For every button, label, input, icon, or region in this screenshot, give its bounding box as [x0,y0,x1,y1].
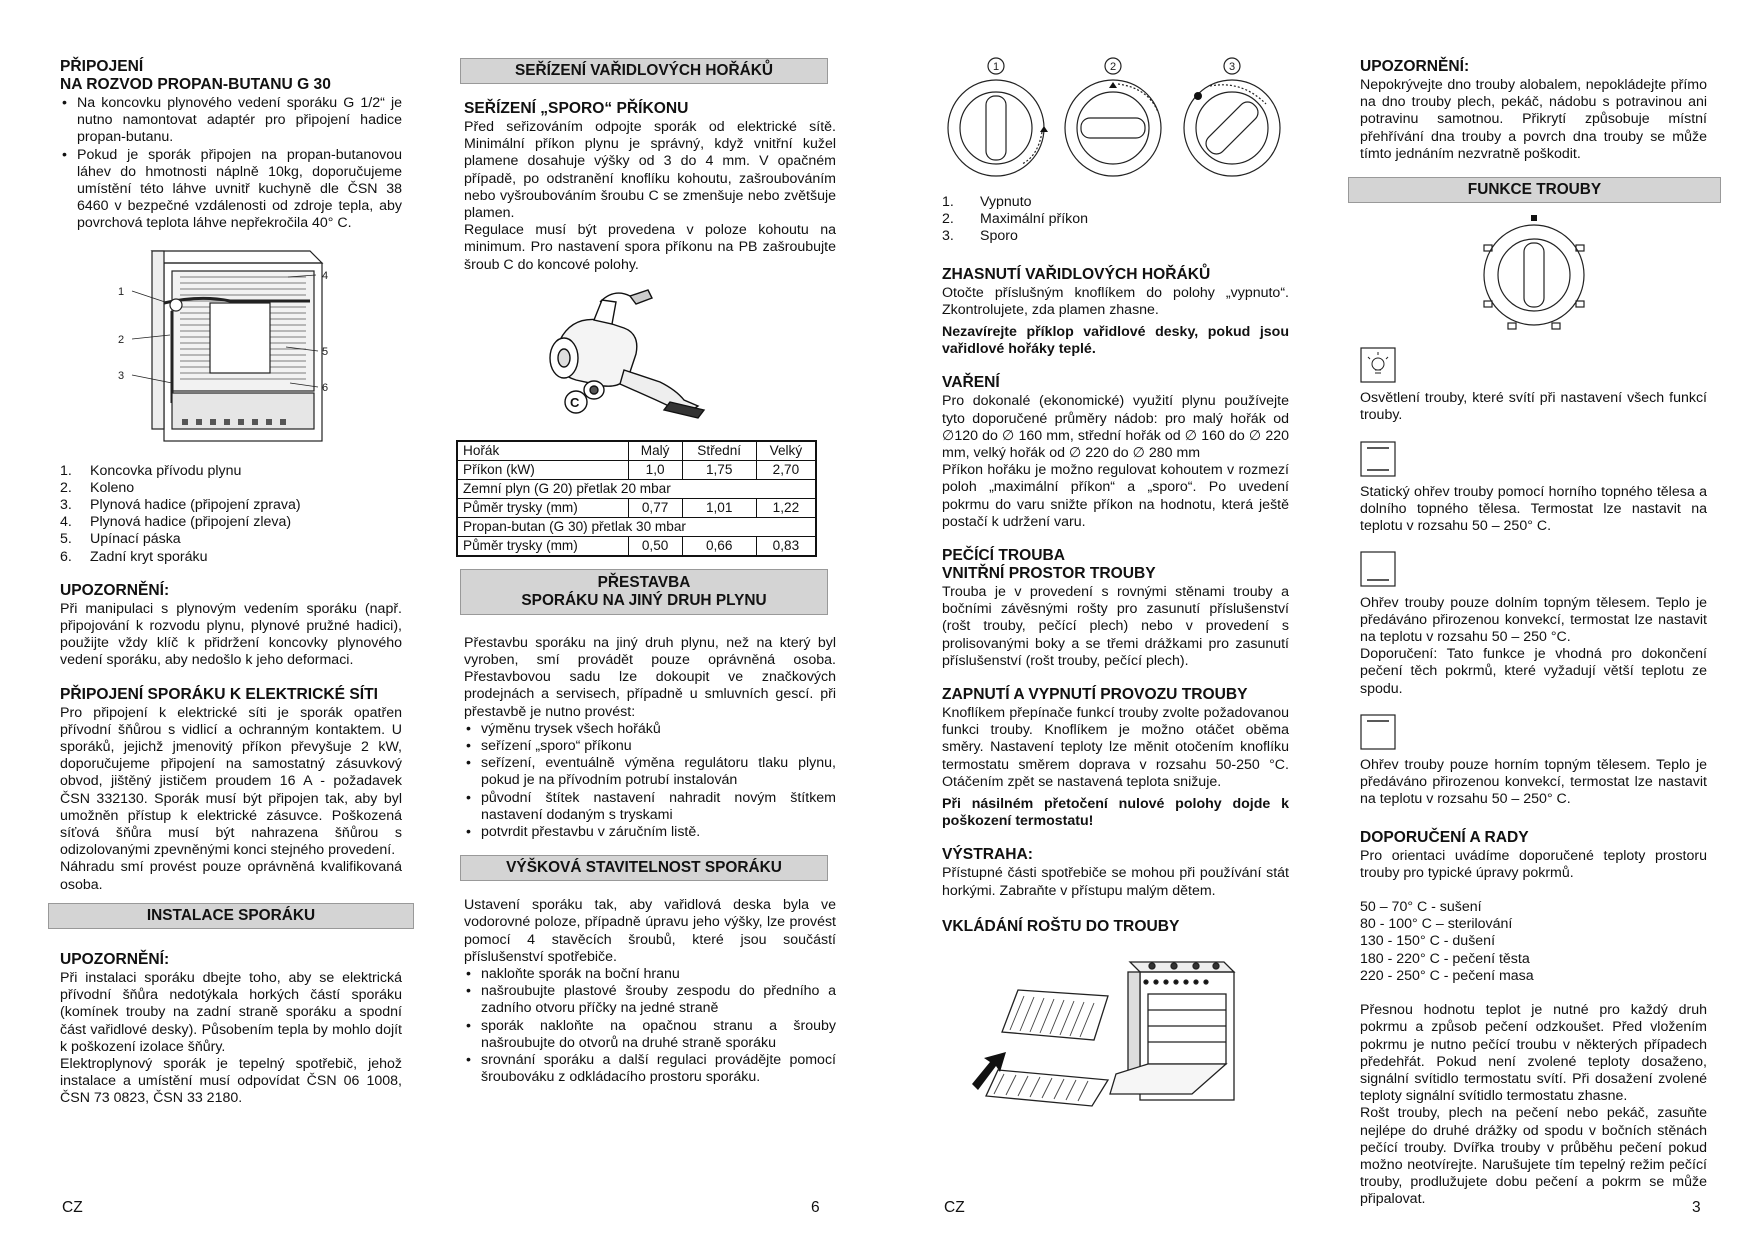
diagram-label: 6 [322,381,329,394]
sporo-adjustment-heading: SEŘÍZENÍ „SPORO“ PŘÍKONU [464,100,689,117]
table-row: Zemní plyn (G 20) přetlak 20 mbar [457,479,816,498]
diagram-label: 4 [322,269,329,282]
list-item: • nakloňte sporák na boční hranu [464,966,836,983]
table-row: Půměr trysky (mm) 0,77 1,01 1,22 [457,498,816,517]
list-item: 4. Plynová hadice (připojení zleva) [60,514,292,531]
list-item: 130 - 150° C - dušení [1360,933,1496,950]
column-2 [464,58,836,1087]
final-advice-text: Přesnou hodnotu teplot je nutné pro každý druh pokrmu a způsob pečení odzkoušet. Před vložením pokrmu je nutno pečící troubu v některých případech předehřát. Pokud není zvolené teploty dosaženo, signální svítidlo termostatu svítí. Při dosažení zvolené teploty signální svítidlo termostatu zhasne. [1360,1002,1707,1105]
oven-function-knob [1360,211,1707,331]
list-item: 2. Koleno [60,479,135,496]
propane-bullets [60,95,402,233]
warning-heading-4: UPOZORNĚNÍ: [1360,58,1470,75]
bottom-heating-function [1360,551,1707,697]
list-item: • srovnání sporáku a další regulaci provádějte pomocí šroubováku z odkládacího prostoru sporáku. [464,1052,836,1086]
list-item: • Pokud je sporák připojen na propan-butanovou láhev do hmotnosti náplně 10kg, doporučujeme umístění této láhve uvnitř kuchyně dle ČSN 38 6460 v bezpečné vzdálenosti od zdroje tepla, aby povrchová teplota láhve nepřekročila 40° C. [60,147,402,233]
list-item: 80 - 100° C – sterilování [1360,916,1513,933]
list-item: 180 - 220° C - pečení těsta [1360,950,1530,967]
diagram-label: 2 [118,333,125,346]
list-item: 5. Upínací páska [60,531,181,548]
column-1 [60,58,402,1108]
footer-language-left: CZ [62,1199,83,1216]
table-row: Příkon (kW) 1,0 1,75 2,70 [457,460,816,479]
cooking-text-2: Příkon hořáku je možno regulovat kohoutem v rozmezí poloh „maximální příkon“ a „sporo“. Po uvedení pokrmu do varu snižte příkon na hodnotu, která ještě postačí k udržení varu. [942,462,1289,530]
list-item: 1. Vypnuto [942,194,1032,210]
hot-surface-warning: Přístupné části spotřebiče se mohou při používání stát horkými. Zabraňte v přístupu malým dětem. [942,865,1289,899]
table-row: Hořák Malý Střední Velký [457,441,816,461]
page-number-right: 3 [1692,1199,1701,1216]
cooking-text: Pro dokonalé (ekonomické) využití plynu používejte tyto doporučené průměry nádob: pro malý hořák od ∅120 do ∅ 160 mm, střední hořák od ∅ 160 do ∅ 220 mm, velký hořák od ∅ 220 do ∅ 280 mm [942,393,1289,462]
list-item: 1. Koncovka přívodu plynu [60,462,242,479]
knob-number: 2 [1109,61,1117,73]
knob-number: 1 [992,61,1000,73]
burner-knob-positions [942,56,1289,184]
top-heat-icon [1360,714,1396,750]
list-item: 3. Plynová hadice (připojení zprava) [60,497,301,514]
warning-heading-3: VÝSTRAHA: [942,846,1033,864]
list-item: • seřízení, eventuálně výměna regulátoru tlaku plynu, pokud je na přívodním potrubí instalován [464,755,836,789]
recommendations-heading: DOPORUČENÍ A RADY [1360,828,1529,846]
top-heating-text: Ohřev trouby pouze horním topným tělesem. Teplo je předáváno přirozenou konvekcí, termostat lze nastavit na teplotu v rozsahu 50 – 250° C. [1360,757,1707,808]
list-item: 50 – 70° C - sušení [1360,899,1482,916]
list-item: • původní štítek nastavení nahradit novým štítkem nastavení dodaným s tryskami [464,790,836,824]
electric-connection-heading: PŘIPOJENÍ SPORÁKU K ELEKTRICKÉ SÍTI [60,685,378,703]
height-adjustment-text: Ustavení sporáku tak, aby vařidlová deska byla ve vodorovné poloze, případně úpravu jeho výšky, lze provést pomocí 4 stavěcích šroubů, které jsou součástí příslušenství spotřebiče. [464,897,836,965]
rack-insertion-illustration [942,944,1289,1114]
list-item: • sporák nakloňte na opačnou stranu a šrouby našroubujte do otvorů na druhé straně sporáku [464,1018,836,1052]
list-item: 2. Maximální příkon [942,211,1089,228]
oven-light-text: Osvětlení trouby, které svítí při nastavení všech funkcí trouby. [1360,390,1707,424]
extinguish-text: Otočte příslušným knoflíkem do polohy „vypnuto“. Zkontrolujete, zda plamen zhasne. [942,284,1289,318]
installation-section-bar: INSTALACE SPORÁKU [48,903,414,929]
electric-connection-note: Náhradu smí provést pouze oprávněná kvalifikovaná osoba. [60,859,402,893]
oven-bottom-warning: Nepokrývejte dno trouby alobalem, nepokládejte přímo na dno trouby plech, pekáč, nádobu s potravinou ani potravinu samotnou. Přikrytí způsobuje místní přehřívání dna trouby a povrch dna trouby se může tímto jednáním nezvratně poškodit. [1360,77,1707,162]
oven-heading: PEČÍCÍ TROUBA VNITŘNÍ PROSTOR TROUBY [942,547,1156,583]
cooking-heading: VAŘENÍ [942,374,1000,392]
extinguish-heading: ZHASNUTÍ VAŘIDLOVÝCH HOŘÁKŮ [942,265,1211,283]
footer-language-right: CZ [944,1199,965,1216]
heading-propane-connection: PŘIPOJENÍ NA ROZVOD PROPAN-BUTANU G 30 [60,58,331,93]
final-advice-text-2: Rošt trouby, plech na pečení nebo pekáč, zasuňte nejlépe do druhé drážky od spodu v bočních stěnách pečící trouby. Dvířka trouby v průběhu pečení pokud možno neotvírejte. Narušujete tím tepelný režim pečící trouby, prodlužujete dobu pečení a pokrm se může připalovat. [1360,1105,1707,1208]
recommendations-text: Pro orientaci uvádíme doporučené teploty prostoru trouby pro typické úpravy pokrmů. [1360,847,1707,881]
static-heating-function [1360,441,1707,536]
gas-connection-diagram [60,243,360,459]
diagram-label: 3 [118,369,125,382]
top-heating-function [1360,714,1707,809]
thermostat-warning: Při násilném přetočení nulové polohy dojde k poškození termostatu! [942,796,1289,830]
list-item: • potvrdit přestavbu v záručním listě. [464,824,836,841]
gas-conversion-bar: PŘESTAVBA SPORÁKU NA JINÝ DRUH PLYNU [460,569,828,615]
bottom-heating-recommendation: Doporučení: Tato funkce je vhodná pro dokončení pečení těch pokrmů, které vyžadují větší teplotu ze spodu. [1360,646,1707,697]
top-bottom-heat-icon [1360,441,1396,477]
sporo-adjustment-text-2: Regulace musí být provedena v poloze kohoutu na minimum. Pro nastavení spora příkonu na PB zašroubujte šroub C do koncové polohy. [464,222,836,273]
column-3 [942,56,1289,1114]
column-4 [1360,58,1707,1209]
conversion-steps [464,721,836,841]
list-item: 6. Zadní kryt sporáku [60,548,208,565]
table-row: Propan-butan (G 30) přetlak 30 mbar [457,517,816,536]
installation-standards-text: Elektroplynový sporák je tepelný spotřebič, jehož instalace a umístění musí odpovídat ČSN 06 1008, ČSN 73 0823, ČSN 33 2180. [60,1055,402,1107]
height-adjustment-bar: VÝŠKOVÁ STAVITELNOST SPORÁKU [460,855,828,881]
rack-insertion-heading: VKLÁDÁNÍ ROŠTU DO TROUBY [942,917,1180,935]
screw-c-label: C [570,394,580,410]
oven-interior-text: Trouba je v provedení s rovnými stěnami trouby a bočními závěsnými rošty pro zasunutí příslušenství (rošt trouby, pečící plech) nebo v provedení s prolisovanými boky a se třemi drážkami pro zasunutí příslušenství (rošt trouby, pečící plech). [942,584,1289,669]
list-item: 220 - 250° C - pečení masa [1360,967,1534,984]
page-number-left: 6 [811,1199,820,1216]
electric-connection-text: Pro připojení k elektrické síti je sporák opatřen přívodní šňůrou s vidlicí a ochranným kontaktem. U sporáků, jejichž jmenovitý příkon převyšuje 2 kW, doporučujeme připojení na samostatný zásuvkový obvod, jištěný jističem proudem 16 A - požadavek ČSN 332130. Sporák musí být připojen tak, aby byl umožněn přístup k elektrické zásuvce. Poškozená síťová šňůra musí být nahrazena šňůrou s odizolovanými zpevněnými konci stejného provedení. [60,704,402,859]
installation-warning-text: Při instalaci sporáku dbejte toho, aby se elektrická přívodní šňůra nedotýkala horkých částí sporáku (komínek trouby na zadní straně sporáku a spodní část vařidlové desky). Působením tepla by mohlo dojít k poškození izolace šňůry. [60,969,402,1055]
list-item: • Na koncovku plynového vedení sporáku G 1/2“ je nutno namontovat adaptér pro připojení hadice propan-butanu. [60,95,402,147]
table-row: Půměr trysky (mm) 0,50 0,66 0,83 [457,536,816,556]
warning-heading-2: UPOZORNĚNÍ: [60,950,170,968]
burner-adjustment-bar: SEŘÍZENÍ VAŘIDLOVÝCH HOŘÁKŮ [460,58,828,84]
bottom-heating-text: Ohřev trouby pouze dolním topným tělesem. Teplo je předáváno přirozenou konvekcí, termostat lze nastavit na teplotu v rozsahu 50 – 250 °C. [1360,594,1707,646]
parts-list [60,463,402,566]
oven-on-off-heading: ZAPNUTÍ A VYPNUTÍ PROVOZU TROUBY [942,686,1248,704]
list-item: 3. Sporo [942,228,1018,245]
bottom-heat-icon [1360,551,1396,587]
oven-on-off-text: Knoflíkem přepínače funkcí trouby zvolte požadovanou funkci trouby. Knoflíkem je možno otáčet oběma směry. Nastavení teploty lze měnit otočením knoflíku termostatu směrem doprava v rozsahu 50-250 °C. Otáčením zpět se nastavená teplota snižuje. [942,705,1289,790]
gas-conversion-text: Přestavbu sporáku na jiný druh plynu, než na který byl vyroben, smí provádět pouze oprávněná osoba. Přestavbovou sadu lze dokoupit ve značkových prodejnách a servisech, případně u smluvních gescí. při přestavbě je nutno provést: [464,634,836,720]
extinguish-warning: Nezavírejte příklop vařidlové desky, pokud jsou vařidlové hořáky teplé. [942,324,1289,358]
knob-positions-list [942,194,1289,246]
list-item: • seřízení „sporo“ příkonu [464,738,836,755]
height-adjustment-steps [464,966,836,1086]
oven-light-function [1360,347,1707,425]
diagram-label: 5 [322,345,329,358]
list-item: • výměnu trysek všech hořáků [464,721,836,738]
knob-number: 3 [1228,61,1236,73]
warning-heading: UPOZORNĚNÍ: [60,581,170,599]
static-heating-text: Statický ohřev trouby pomocí horního topného tělesa a dolního topného tělesa. Termostat lze nastavit na teplotu v rozsahu 50 – 250° C. [1360,483,1707,535]
diagram-label: 1 [118,285,125,298]
gas-valve-illustration [464,280,836,430]
temperature-list [1360,899,1707,985]
sporo-adjustment-text: Před seřizováním odpojte sporák od elektrické sítě. Minimální příkon plynu je správný, když vnitřní kužel plamene dosahuje výšky od 3 do 4 mm. V opačném případě, po odstranění knoflíku kohoutu, zašroubováním nebo vyšroubováním šroubu C se zmenšuje nebo zvětšuje plamen. [464,119,836,222]
warning-text: Při manipulaci s plynovým vedením sporáku (např. připojování k rozvodu plynu, plynové pružné hadici), použijte vždy klíč k přidržení koncovky plynového vedení sporáku, aby nedošlo k jeho deformaci. [60,600,402,669]
oven-functions-bar: FUNKCE TROUBY [1348,177,1721,203]
lamp-icon [1360,347,1396,383]
list-item: • našroubujte plastové šrouby zespodu do předního a zadního otvoru příčky na jedné straně [464,983,836,1017]
nozzle-table [456,440,817,557]
